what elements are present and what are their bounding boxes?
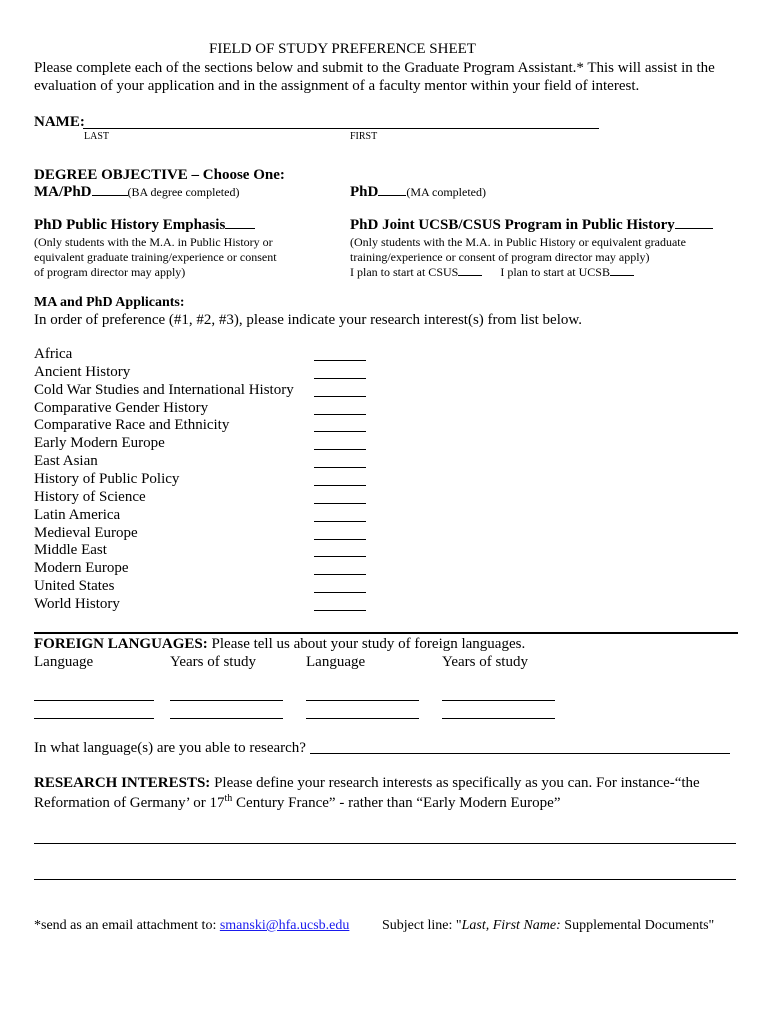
- research-field-label: East Asian: [34, 453, 98, 469]
- research-field-rank-input[interactable]: [314, 503, 366, 504]
- name-last-label: LAST: [84, 131, 109, 142]
- ma-phd-note: (BA degree completed): [127, 185, 240, 199]
- research-language-input[interactable]: [310, 753, 730, 754]
- research-field-label: History of Public Policy: [34, 471, 180, 487]
- research-field-rank-input[interactable]: [314, 431, 366, 432]
- start-csus-blank[interactable]: [458, 274, 482, 276]
- research-field-rank-input[interactable]: [314, 467, 366, 468]
- col-years-2: Years of study: [442, 654, 528, 670]
- research-field-label: Ancient History: [34, 364, 131, 380]
- research-example-b: Century France” - rather than “Early Modern Europe”: [232, 795, 561, 811]
- language-2-input[interactable]: [306, 700, 419, 701]
- subject-italic: Last, First Name:: [461, 918, 561, 933]
- research-field-rank-input[interactable]: [314, 414, 366, 415]
- intro-line-2: evaluation of your application and in the assignment of a faculty mentor within your field of interest.: [34, 78, 640, 94]
- research-interest-line-1[interactable]: [34, 843, 736, 844]
- language-3-input[interactable]: [34, 718, 154, 719]
- public-history-option: [34, 217, 255, 234]
- research-field-label: History of Science: [34, 489, 146, 505]
- applicants-heading: MA and PhD Applicants:: [34, 295, 185, 310]
- phd-note: (MA completed): [406, 185, 486, 199]
- language-4-input[interactable]: [306, 718, 419, 719]
- research-field-rank-input[interactable]: [314, 539, 366, 540]
- footer-subject: [382, 918, 714, 934]
- start-options: [350, 265, 634, 280]
- years-3-input[interactable]: [170, 718, 283, 719]
- research-field-label: Comparative Race and Ethnicity: [34, 417, 230, 433]
- research-field-rank-input[interactable]: [314, 485, 366, 486]
- research-field-label: Modern Europe: [34, 560, 129, 576]
- joint-program-blank[interactable]: [675, 227, 713, 229]
- research-example-sup: th: [224, 793, 233, 804]
- languages-heading-row: [34, 636, 525, 653]
- research-field-label: Latin America: [34, 507, 121, 523]
- start-ucsb-label: I plan to start at UCSB: [500, 265, 610, 279]
- research-field-rank-input[interactable]: [314, 396, 366, 397]
- research-field-label: World History: [34, 596, 120, 612]
- research-field-rank-input[interactable]: [314, 378, 366, 379]
- public-history-label: PhD Public History Emphasis: [34, 217, 226, 233]
- research-field-rank-input[interactable]: [314, 574, 366, 575]
- ma-phd-option: [34, 184, 239, 201]
- research-field-label: Africa: [34, 346, 73, 362]
- phd-blank[interactable]: [378, 194, 406, 196]
- public-history-blank[interactable]: [225, 227, 255, 229]
- research-field-rank-input[interactable]: [314, 521, 366, 522]
- years-4-input[interactable]: [442, 718, 555, 719]
- joint-program-note-1: (Only students with the M.A. in Public History or equivalent graduate: [350, 235, 686, 249]
- joint-program-note-2: training/experience or consent of program director may apply): [350, 250, 650, 264]
- name-label: NAME:: [34, 114, 85, 130]
- phd-label: PhD: [350, 184, 379, 200]
- ma-phd-blank[interactable]: [92, 194, 128, 196]
- public-history-note-1: (Only students with the M.A. in Public History or: [34, 235, 273, 249]
- joint-program-label: PhD Joint UCSB/CSUS Program in Public History: [350, 217, 675, 233]
- ma-phd-label: MA/PhD: [34, 184, 92, 200]
- col-language-1: Language: [34, 654, 94, 670]
- languages-prompt: Please tell us about your study of foreign languages.: [207, 636, 526, 652]
- language-1-input[interactable]: [34, 700, 154, 701]
- research-field-label: Cold War Studies and International History: [34, 382, 294, 398]
- public-history-note-2: equivalent graduate training/experience or consent: [34, 250, 277, 264]
- research-field-rank-input[interactable]: [314, 556, 366, 557]
- languages-heading: FOREIGN LANGUAGES:: [34, 636, 208, 652]
- research-prompt: Please define your research interests as specifically as you can. For instance-“the: [210, 775, 700, 791]
- research-field-label: Medieval Europe: [34, 525, 138, 541]
- research-example-a: Reformation of Germany’ or 17: [34, 795, 225, 811]
- joint-program-option: [350, 217, 713, 234]
- col-language-2: Language: [306, 654, 366, 670]
- footer-send-label: *send as an email attachment to:: [34, 918, 220, 933]
- research-field-rank-input[interactable]: [314, 360, 366, 361]
- research-field-label: Middle East: [34, 542, 107, 558]
- start-csus-label: I plan to start at CSUS: [350, 265, 459, 279]
- subject-prefix: Subject line: ": [382, 918, 462, 933]
- years-1-input[interactable]: [170, 700, 283, 701]
- footer-send: [34, 918, 349, 934]
- research-heading-row: [34, 775, 700, 792]
- section-divider: [34, 632, 738, 634]
- research-field-rank-input[interactable]: [314, 592, 366, 593]
- subject-suffix: Supplemental Documents": [560, 918, 715, 933]
- research-heading: RESEARCH INTERESTS:: [34, 775, 211, 791]
- research-field-label: United States: [34, 578, 115, 594]
- applicants-instruction: In order of preference (#1, #2, #3), please indicate your research interest(s) from list below.: [34, 312, 582, 328]
- research-language-question: In what language(s) are you able to research?: [34, 740, 306, 756]
- years-2-input[interactable]: [442, 700, 555, 701]
- research-field-rank-input[interactable]: [314, 610, 366, 611]
- research-field-label: Comparative Gender History: [34, 400, 209, 416]
- intro-line-1: Please complete each of the sections below and submit to the Graduate Program Assistant.* This will assist in the: [34, 60, 715, 76]
- name-input-line[interactable]: [83, 128, 599, 129]
- email-link[interactable]: smanski@hfa.ucsb.edu: [219, 918, 350, 933]
- phd-option: [350, 184, 486, 201]
- start-ucsb-blank[interactable]: [610, 274, 634, 276]
- public-history-note-3: of program director may apply): [34, 265, 186, 279]
- page-title: FIELD OF STUDY PREFERENCE SHEET: [209, 41, 476, 57]
- research-field-label: Early Modern Europe: [34, 435, 165, 451]
- degree-heading: DEGREE OBJECTIVE – Choose One:: [34, 167, 285, 183]
- research-field-rank-input[interactable]: [314, 449, 366, 450]
- research-interest-line-2[interactable]: [34, 879, 736, 880]
- col-years-1: Years of study: [170, 654, 256, 670]
- name-first-label: FIRST: [350, 131, 378, 142]
- research-example: [34, 793, 560, 812]
